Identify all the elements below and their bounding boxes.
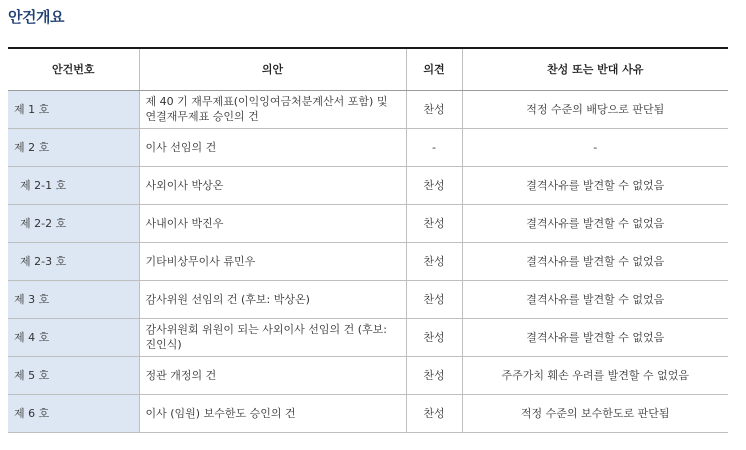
agenda-reason: 적정 수준의 보수한도로 판단됨: [462, 394, 728, 432]
table-row: [8, 166, 728, 204]
header-reason: 찬성 또는 반대 사유: [462, 48, 728, 90]
table-body: [8, 90, 728, 432]
agenda-number: 제 2-1 호: [8, 166, 139, 204]
agenda-reason: 적정 수준의 배당으로 판단됨: [462, 90, 728, 128]
table-row: [8, 280, 728, 318]
agenda-item-line: 연결재무제표 승인의 건: [145, 110, 259, 123]
agenda-item-line: 진인식): [145, 338, 182, 351]
agenda-number: 제 2-3 호: [8, 242, 139, 280]
agenda-item: 기타비상무이사 류민우: [139, 242, 406, 280]
agenda-item: [139, 90, 406, 128]
agenda-reason: 결격사유를 발견할 수 없었음: [462, 166, 728, 204]
agenda-reason: 주주가치 훼손 우려를 발견할 수 없었음: [462, 356, 728, 394]
agenda-reason: 결격사유를 발견할 수 없었음: [462, 280, 728, 318]
table-row: [8, 90, 728, 128]
agenda-number: 제 4 호: [8, 318, 139, 356]
agenda-vote: 찬성: [406, 166, 462, 204]
table-row: [8, 394, 728, 432]
section-title: 안건개요: [8, 8, 64, 26]
agenda-table: [8, 47, 728, 433]
agenda-number: 제 6 호: [8, 394, 139, 432]
table-row: [8, 356, 728, 394]
table-row: [8, 128, 728, 166]
header-row: [8, 48, 728, 90]
agenda-reason: 결격사유를 발견할 수 없었음: [462, 242, 728, 280]
agenda-vote: -: [406, 128, 462, 166]
agenda-item: 이사 선임의 건: [139, 128, 406, 166]
agenda-number: 제 2 호: [8, 128, 139, 166]
agenda-vote: 찬성: [406, 280, 462, 318]
agenda-vote: 찬성: [406, 242, 462, 280]
agenda-vote: 찬성: [406, 394, 462, 432]
agenda-reason: -: [462, 128, 728, 166]
agenda-number: 제 2-2 호: [8, 204, 139, 242]
agenda-number: 제 5 호: [8, 356, 139, 394]
agenda-number: 제 3 호: [8, 280, 139, 318]
table-row: [8, 318, 728, 356]
agenda-reason: 결격사유를 발견할 수 없었음: [462, 204, 728, 242]
agenda-item: 사외이사 박상온: [139, 166, 406, 204]
agenda-item-line: 감사위원회 위원이 되는 사외이사 선임의 건 (후보:: [145, 323, 387, 336]
table-header: [8, 48, 728, 90]
agenda-item: 이사 (임원) 보수한도 승인의 건: [139, 394, 406, 432]
agenda-vote: 찬성: [406, 204, 462, 242]
table-row: [8, 204, 728, 242]
header-vote: 의견: [406, 48, 462, 90]
agenda-number: 제 1 호: [8, 90, 139, 128]
agenda-item: 감사위원 선임의 건 (후보: 박상온): [139, 280, 406, 318]
agenda-vote: 찬성: [406, 318, 462, 356]
agenda-vote: 찬성: [406, 90, 462, 128]
agenda-vote: 찬성: [406, 356, 462, 394]
agenda-reason: 결격사유를 발견할 수 없었음: [462, 318, 728, 356]
agenda-item: 사내이사 박진우: [139, 204, 406, 242]
header-number: 안건번호: [8, 48, 139, 90]
agenda-item: 정관 개정의 건: [139, 356, 406, 394]
table-row: [8, 242, 728, 280]
agenda-item-line: 제 40 기 재무제표(이익잉여금처분계산서 포함) 및: [145, 95, 388, 108]
agenda-item: [139, 318, 406, 356]
header-item: 의안: [139, 48, 406, 90]
